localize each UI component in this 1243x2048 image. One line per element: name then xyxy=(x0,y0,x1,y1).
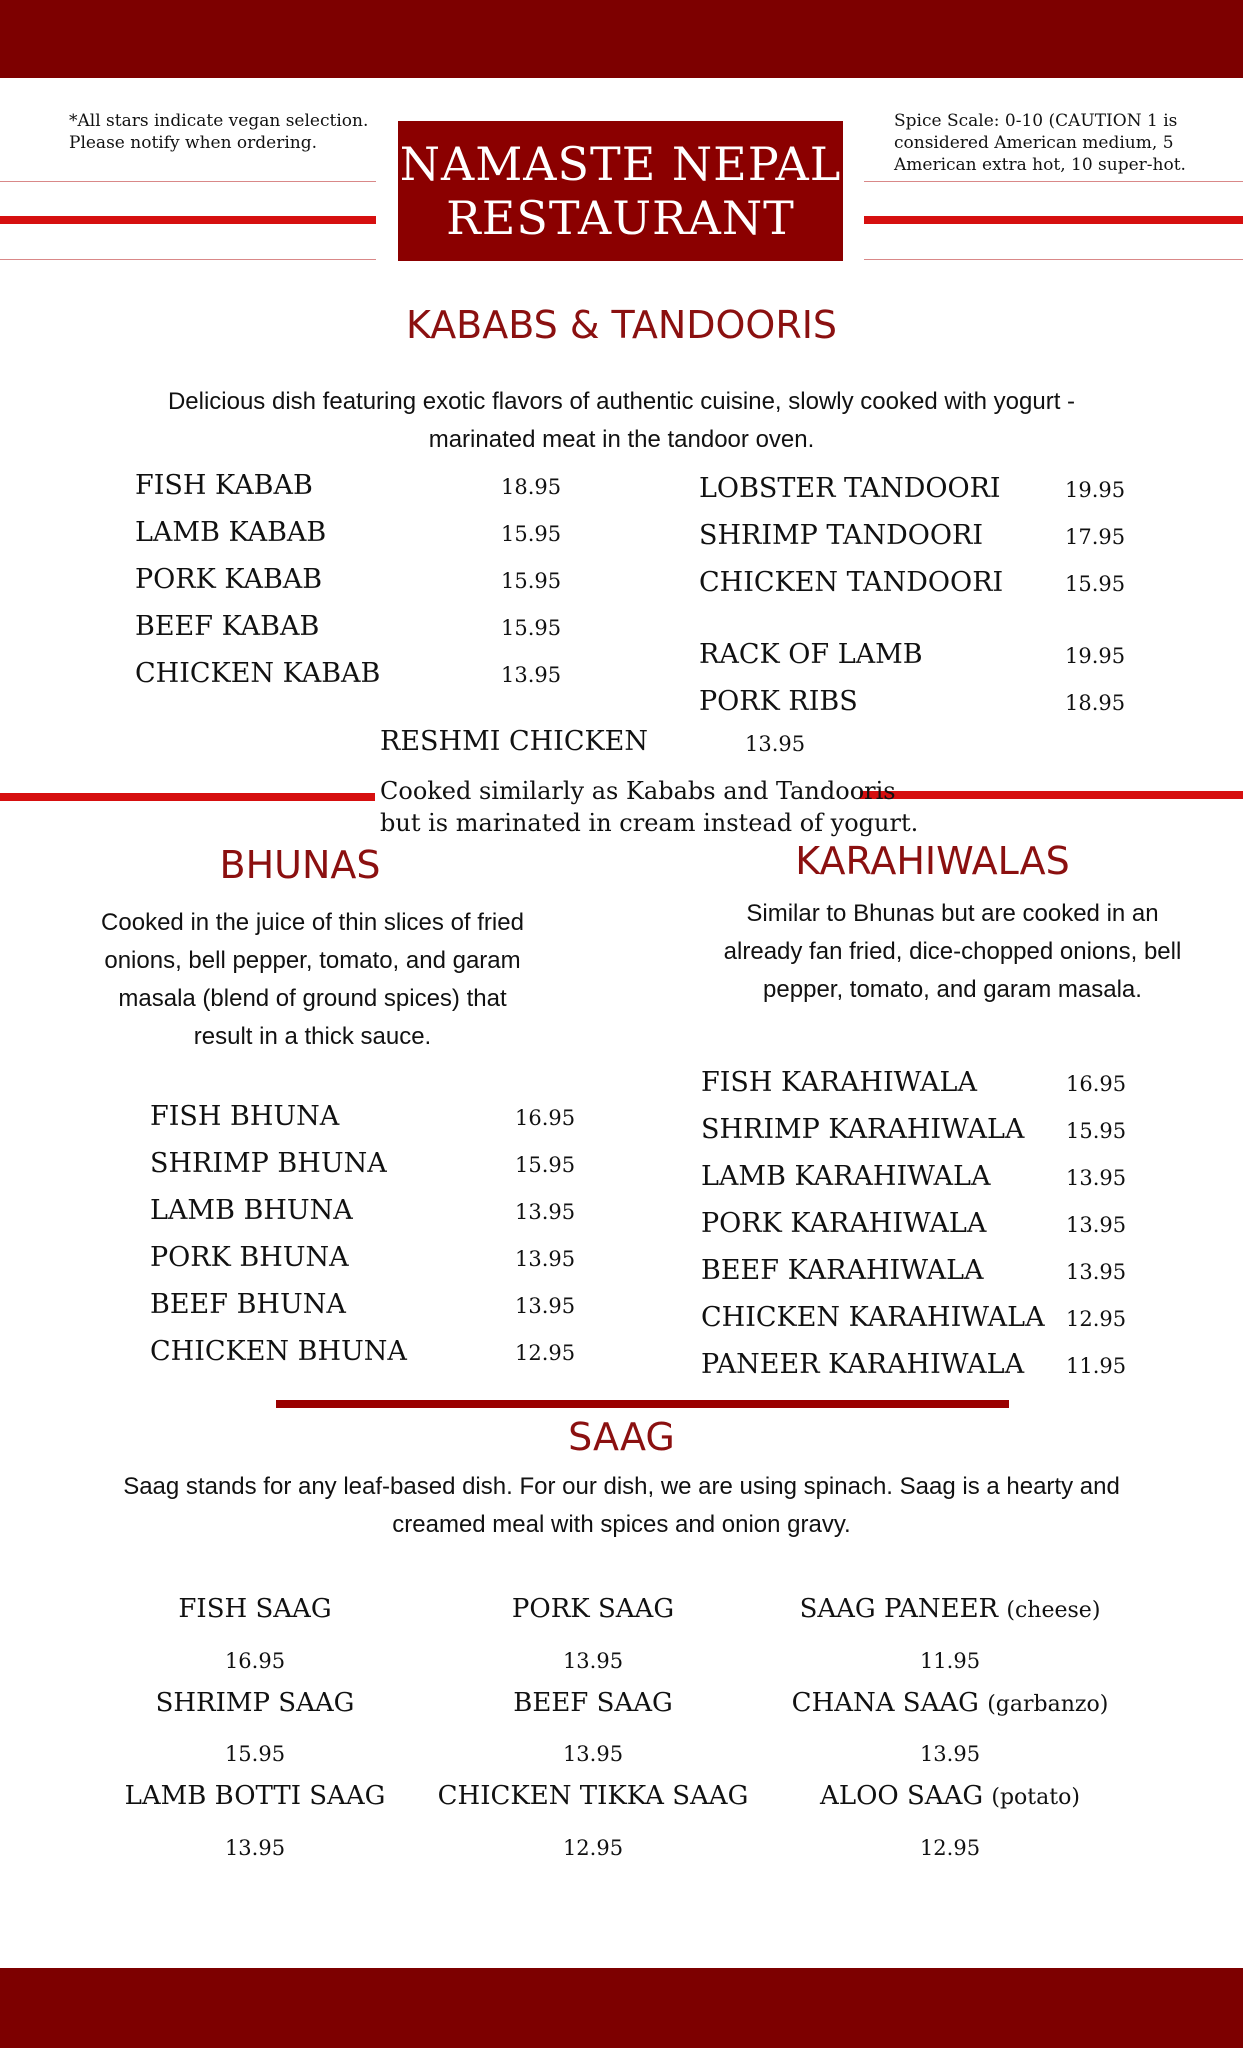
kababs-heading: KABABS & TANDOORIS xyxy=(405,303,838,347)
menu-item-name: SHRIMP SAAG xyxy=(155,1688,355,1718)
menu-item-price: 11.95 xyxy=(1066,1354,1127,1378)
restaurant-title xyxy=(398,121,843,261)
menu-item-name: BEEF SAAG xyxy=(513,1688,673,1718)
saag-item-title: ALOO SAAG xyxy=(820,1781,992,1811)
saag-description xyxy=(0,1468,1243,1544)
menu-item-price: 13.95 xyxy=(224,1836,286,1860)
menu-item-price: 13.95 xyxy=(515,1294,576,1318)
menu-item-price: 13.95 xyxy=(919,1742,981,1766)
spice-note-line: American extra hot, 10 super-hot. xyxy=(894,155,1186,175)
menu-item-price: 13.95 xyxy=(562,1742,624,1766)
menu-item-price: 12.95 xyxy=(919,1836,981,1860)
bottom-banner xyxy=(0,1968,1243,2048)
menu-item-name: FISH SAAG xyxy=(178,1594,332,1624)
desc-line: Similar to Bhunas but are cooked in an xyxy=(746,900,1159,927)
menu-item-price: 11.95 xyxy=(919,1649,981,1673)
menu-item-name: SHRIMP BHUNA xyxy=(150,1148,387,1179)
menu-item-name: LAMB KABAB xyxy=(135,517,327,548)
menu-item-price: 19.95 xyxy=(1065,644,1126,668)
saag-item-title: CHANA SAAG xyxy=(791,1688,988,1718)
saag-divider-line xyxy=(276,1400,1009,1408)
menu-item-price: 16.95 xyxy=(224,1649,286,1673)
desc-line: Delicious dish featuring exotic flavors of authentic cuisine, slowly cooked with yogurt - xyxy=(167,388,1076,415)
menu-item-price: 15.95 xyxy=(1066,1119,1127,1143)
menu-item-name: CHICKEN TANDOORI xyxy=(699,567,1004,598)
top-banner xyxy=(0,0,1243,78)
menu-item-price: 15.95 xyxy=(501,569,562,593)
menu-item-name: PORK BHUNA xyxy=(150,1242,349,1273)
menu-item-price: 12.95 xyxy=(562,1836,624,1860)
vegan-note-line: *All stars indicate vegan selection. xyxy=(69,111,369,131)
menu-item-price: 13.95 xyxy=(562,1649,624,1673)
menu-item-name: CHICKEN BHUNA xyxy=(150,1336,407,1367)
menu-item-name: FISH BHUNA xyxy=(150,1101,340,1132)
desc-line: onions, bell pepper, tomato, and garam xyxy=(104,947,521,974)
menu-item-name: SHRIMP KARAHIWALA xyxy=(701,1114,1025,1145)
menu-item-name: LAMB BHUNA xyxy=(150,1195,353,1226)
karahiwalas-description xyxy=(680,895,1225,1009)
menu-item-price: 13.95 xyxy=(515,1247,576,1271)
menu-item-price: 13.95 xyxy=(745,732,806,756)
menu-item-price: 18.95 xyxy=(1065,691,1126,715)
desc-line: Cooked in the juice of thin slices of fried xyxy=(101,909,524,936)
menu-item-price: 15.95 xyxy=(501,616,562,640)
header-divider xyxy=(864,181,1243,182)
menu-item-name: PORK KABAB xyxy=(135,564,323,595)
menu-item-price: 15.95 xyxy=(1065,572,1126,596)
menu-item-name: PORK KARAHIWALA xyxy=(701,1208,987,1239)
desc-line: pepper, tomato, and garam masala. xyxy=(763,976,1142,1003)
saag-item-note: (cheese) xyxy=(1006,1598,1101,1623)
title-line: RESTAURANT xyxy=(446,191,795,245)
vegan-note xyxy=(69,110,368,154)
desc-line: already fan fried, dice-chopped onions, bell xyxy=(723,938,1182,965)
menu-item-price: 12.95 xyxy=(1066,1307,1127,1331)
menu-item-name: RACK OF LAMB xyxy=(699,639,923,670)
header-divider xyxy=(0,181,376,182)
desc-line: marinated meat in the tandoor oven. xyxy=(428,426,815,453)
reshmi-description xyxy=(380,775,918,839)
saag-item-note: (garbanzo) xyxy=(987,1692,1109,1717)
header-accent-line xyxy=(864,216,1243,224)
menu-item-name xyxy=(750,1594,1150,1624)
restaurant-title-box xyxy=(398,121,843,261)
kababs-description xyxy=(0,383,1243,459)
spice-note-line: considered American medium, 5 xyxy=(894,133,1174,153)
vegan-note-line: Please notify when ordering. xyxy=(69,133,318,153)
menu-item-name: CHICKEN KABAB xyxy=(135,658,381,689)
menu-item-price: 18.95 xyxy=(501,475,562,499)
menu-item-name: FISH KARAHIWALA xyxy=(701,1067,977,1098)
bhunas-heading: BHUNAS xyxy=(219,843,381,887)
menu-item-name xyxy=(750,1688,1150,1718)
menu-item-name: SHRIMP TANDOORI xyxy=(699,520,984,551)
menu-item-price: 13.95 xyxy=(515,1200,576,1224)
menu-item-price: 13.95 xyxy=(1066,1213,1127,1237)
saag-item-title: SAAG PANEER xyxy=(799,1594,1007,1624)
saag-item-note: (potato) xyxy=(991,1785,1080,1810)
desc-line: result in a thick sauce. xyxy=(193,1023,432,1050)
menu-item-name xyxy=(750,1781,1150,1811)
menu-item-name: BEEF KABAB xyxy=(135,611,320,642)
menu-item-price: 12.95 xyxy=(515,1341,576,1365)
desc-line: creamed meal with spices and onion gravy. xyxy=(392,1511,851,1538)
menu-item-name: RESHMI CHICKEN xyxy=(380,726,649,757)
menu-item-name: LAMB BOTTI SAAG xyxy=(124,1781,386,1811)
menu-item-price: 13.95 xyxy=(501,663,562,687)
header-divider xyxy=(0,259,376,260)
karahiwalas-heading: KARAHIWALAS xyxy=(795,839,1070,883)
menu-item-name: LAMB KARAHIWALA xyxy=(701,1161,991,1192)
saag-heading: SAAG xyxy=(568,1415,675,1459)
spice-scale-note xyxy=(894,110,1186,176)
bhunas-description xyxy=(30,904,595,1056)
menu-item-name: CHICKEN TIKKA SAAG xyxy=(437,1781,749,1811)
menu-item-price: 16.95 xyxy=(515,1106,576,1130)
menu-item-price: 15.95 xyxy=(515,1153,576,1177)
menu-item-price: 19.95 xyxy=(1065,478,1126,502)
spice-note-line: Spice Scale: 0-10 (CAUTION 1 is xyxy=(894,111,1178,131)
section-divider-line xyxy=(0,793,375,801)
menu-item-price: 15.95 xyxy=(501,522,562,546)
menu-item-price: 13.95 xyxy=(1066,1166,1127,1190)
menu-item-name: CHICKEN KARAHIWALA xyxy=(701,1302,1045,1333)
menu-item-name: BEEF BHUNA xyxy=(150,1289,346,1320)
menu-item-name: PANEER KARAHIWALA xyxy=(701,1349,1025,1380)
desc-line: masala (blend of ground spices) that xyxy=(118,985,507,1012)
desc-line: Cooked similarly as Kababs and Tandooris xyxy=(380,777,896,805)
title-line: NAMASTE NEPAL xyxy=(399,137,842,191)
menu-item-name: LOBSTER TANDOORI xyxy=(699,473,1001,504)
menu-item-name: BEEF KARAHIWALA xyxy=(701,1255,984,1286)
menu-item-price: 16.95 xyxy=(1066,1072,1127,1096)
menu-item-name: PORK SAAG xyxy=(511,1594,675,1624)
header-divider xyxy=(864,259,1243,260)
menu-item-price: 15.95 xyxy=(224,1742,286,1766)
header-accent-line xyxy=(0,216,376,224)
desc-line: Saag stands for any leaf-based dish. For our dish, we are using spinach. Saag is a hearty and xyxy=(123,1473,1120,1500)
desc-line: but is marinated in cream instead of yogurt. xyxy=(380,809,919,837)
menu-item-name: FISH KABAB xyxy=(135,470,313,501)
menu-item-price: 13.95 xyxy=(1066,1260,1127,1284)
menu-item-price: 17.95 xyxy=(1065,525,1126,549)
menu-item-name: PORK RIBS xyxy=(699,686,858,717)
